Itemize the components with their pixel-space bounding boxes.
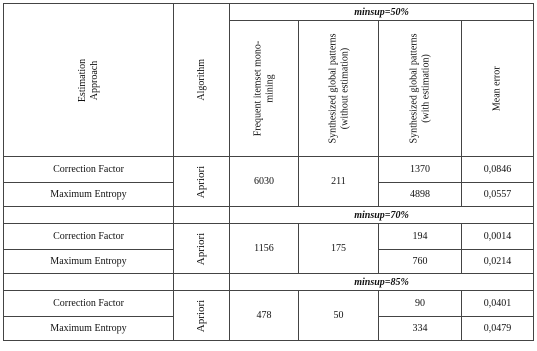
spacer-cell — [174, 274, 230, 291]
minsup-header-1: minsup=50% — [230, 4, 534, 21]
header-estimation-approach-label: Estimation Approach — [77, 58, 100, 102]
synth-with-cell: 1370 — [379, 157, 462, 183]
frequent-cell: 1156 — [230, 224, 299, 274]
approach-cell: Maximum Entropy — [4, 250, 174, 274]
approach-cell: Correction Factor — [4, 224, 174, 250]
results-table — [3, 3, 534, 341]
mean-error-cell: 0,0557 — [462, 183, 534, 207]
header-algorithm — [174, 4, 230, 157]
algorithm-cell — [174, 224, 230, 274]
minsup-header-3: minsup=85% — [230, 274, 534, 291]
synth-without-cell: 50 — [299, 291, 379, 341]
header-mean-error-label: Mean error — [491, 66, 503, 111]
minsup-header-2: minsup=70% — [230, 207, 534, 224]
approach-cell: Correction Factor — [4, 157, 174, 183]
mean-error-cell: 0,0846 — [462, 157, 534, 183]
frequent-cell: 6030 — [230, 157, 299, 207]
approach-cell: Correction Factor — [4, 291, 174, 317]
table-row — [4, 291, 534, 317]
header-synth-with-label: Synthesized global patterns (with estimation) — [408, 33, 432, 144]
spacer-cell — [4, 274, 174, 291]
mean-error-cell: 0,0014 — [462, 224, 534, 250]
frequent-cell: 478 — [230, 291, 299, 341]
header-frequent-itemset — [230, 21, 299, 157]
algorithm-cell — [174, 157, 230, 207]
header-synth-without-label: Synthesized global patterns (without estimation) — [327, 33, 350, 144]
mean-error-cell: 0,0214 — [462, 250, 534, 274]
header-frequent-itemset-label: Frequent itemset mono- mining — [252, 40, 276, 137]
synth-with-cell: 194 — [379, 224, 462, 250]
algorithm-label: Apriori — [195, 165, 208, 198]
header-synth-without — [299, 21, 379, 157]
synth-with-cell: 760 — [379, 250, 462, 274]
header-synth-with — [379, 21, 462, 157]
mean-error-cell: 0,0401 — [462, 291, 534, 317]
header-mean-error — [462, 21, 534, 157]
synth-without-cell: 211 — [299, 157, 379, 207]
spacer-cell — [174, 207, 230, 224]
spacer-cell — [4, 207, 174, 224]
approach-cell: Maximum Entropy — [4, 317, 174, 341]
algorithm-label: Apriori — [195, 299, 208, 332]
approach-cell: Maximum Entropy — [4, 183, 174, 207]
synth-without-cell: 175 — [299, 224, 379, 274]
table-row — [4, 224, 534, 250]
synth-with-cell: 4898 — [379, 183, 462, 207]
table-row — [4, 157, 534, 183]
algorithm-label: Apriori — [195, 232, 208, 265]
header-estimation-approach — [4, 4, 174, 157]
algorithm-cell — [174, 291, 230, 341]
synth-with-cell: 334 — [379, 317, 462, 341]
synth-with-cell: 90 — [379, 291, 462, 317]
header-algorithm-label: Algorithm — [195, 59, 207, 101]
mean-error-cell: 0,0479 — [462, 317, 534, 341]
